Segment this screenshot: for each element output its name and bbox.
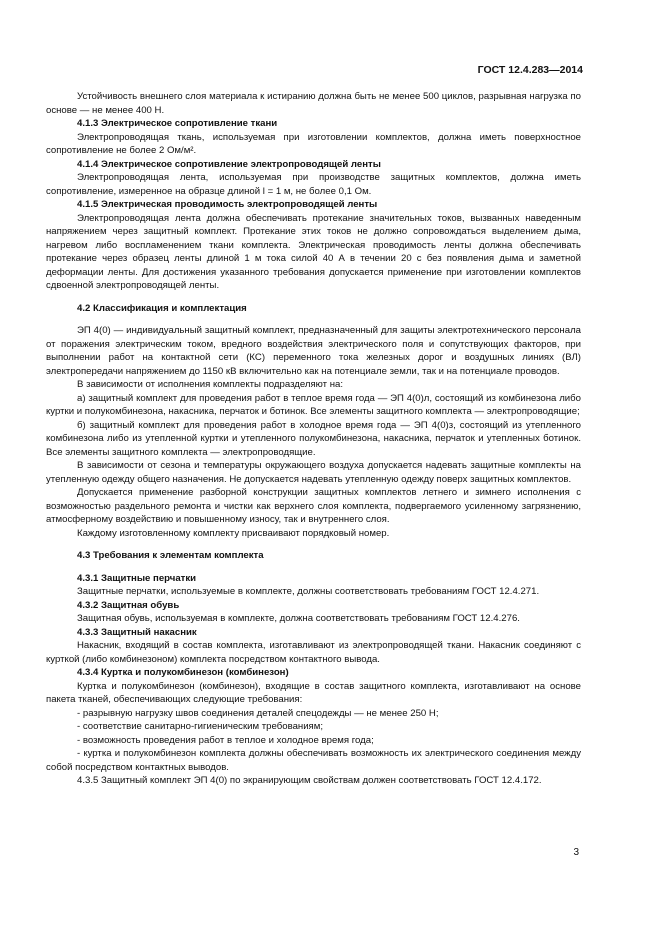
paragraph: В зависимости от сезона и температуры окружающего воздуха допускается надевать защитные комплекты на утепленную одежду общего назначения. Не допускается надевать утепленную одежду поверх защитных комплектов. (46, 460, 581, 485)
paragraph: Электропроводящая ткань, используемая при изготовлении комплектов, должна иметь поверхностное сопротивление не более 2 Ом/м². (46, 131, 581, 156)
paragraph: - соответствие санитарно-гигиеническим требованиям; (77, 721, 324, 732)
section-heading: 4.3.1 Защитные перчатки (77, 572, 197, 584)
paragraph: Защитная обувь, используемая в комплекте, должна соответствовать требованиям ГОСТ 12.4.276. (77, 613, 520, 624)
section-heading: 4.1.5 Электрическая проводимость электропроводящей ленты (77, 199, 378, 210)
paragraph: - разрывную нагрузку швов соединения деталей спецодежды — не менее 250 Н; (77, 707, 439, 719)
section-heading: 4.3.3 Защитный накасник (77, 626, 197, 638)
paragraph: Накасник, входящий в состав комплекта, изготавливают из электропроводящей ткани. Накасник соединяют с курткой (либо комбинезоном) комплекта посредством контактного вывода. (46, 640, 581, 665)
paragraph: Каждому изготовленному комплекту присваивают порядковый номер. (77, 527, 390, 539)
section-heading: 4.1.4 Электрическое сопротивление электропроводящей ленты (77, 158, 381, 170)
paragraph: В зависимости от исполнения комплекты подразделяют на: (77, 379, 344, 390)
document-body (46, 90, 581, 788)
page-number: 3 (573, 847, 579, 858)
section-heading: 4.2 Классификация и комплектация (77, 302, 247, 314)
section-heading: 4.1.3 Электрическое сопротивление ткани (77, 118, 278, 129)
paragraph: б) защитный комплект для проведения работ в холодное время года — ЭП 4(0)з, состоящий из утепленного комбинезона либо из утепленной куртки и утепленного полукомбинезона, накасника, перчаток и утепленных ботинок. Все элементы защитного комплекта — электропроводящие. (46, 419, 581, 458)
section-heading: 4.3 Требования к элементам комплекта (77, 550, 264, 561)
paragraph: - возможность проведения работ в теплое и холодное время года; (77, 734, 374, 746)
paragraph: Электропроводящая лента должна обеспечивать протекание значительных токов, вызванных наведенным напряжением через защитный комплект. Протекание этих токов не должно сопровождаться выделением дыма, нагревом либо воспламенением ткани комплекта. Электрическая проводимость ленты должна обеспечивать протекание через образец ленты длиной 1 м тока силой 40 А в течении 20 с без появления дыма и заметной деформации ленты. Для достижения указанного требования допускается применение при изготовлении комплектов сдвоенной электропроводящей ленты. (46, 212, 581, 291)
section-heading: 4.3.2 Защитная обувь (77, 599, 180, 611)
paragraph: Защитные перчатки, используемые в комплекте, должны соответствовать требованиям ГОСТ 12.4.271. (77, 586, 540, 597)
section-heading: 4.3.4 Куртка и полукомбинезон (комбинезон) (77, 667, 289, 678)
paragraph: Электропроводящая лента, используемая при производстве защитных комплектов, должна иметь сопротивление, измеренное на образце длиной l = 1 м, не более 0,1 Ом. (46, 172, 581, 197)
paragraph: - куртка и полукомбинезон комплекта должны обеспечивать возможность их электрического соединения между собой посредством контактных выводов. (46, 748, 581, 773)
document-header: ГОСТ 12.4.283—2014 (477, 64, 583, 76)
paragraph: Куртка и полукомбинезон (комбинезон), входящие в состав защитного комплекта, изготавливают на основе пакета тканей, обеспечивающих следующие требования: (46, 680, 581, 705)
paragraph: а) защитный комплект для проведения работ в теплое время года — ЭП 4(0)л, состоящий из комбинезона либо куртки и полукомбинезона, накасника, перчаток и ботинок. Все элементы защитного комплекта — электропроводящие; (46, 392, 581, 417)
paragraph: Устойчивость внешнего слоя материала к истиранию должна быть не менее 500 циклов, разрывная нагрузка по основе — не менее 400 Н. (46, 91, 581, 116)
paragraph: Допускается применение разборной конструкции защитных комплектов летнего и зимнего исполнения с возможностью раздельного ремонта и чистки как верхнего слоя комплекта, подвергаемого усиленному загрязнению, атмосферному воздействию и повышенному износу, так и внутреннего слоя. (46, 487, 581, 525)
paragraph: ЭП 4(0) — индивидуальный защитный комплект, предназначенный для защиты электротехнического персонала от поражения электрическим током, вредного воздействия электрического поля и сопутствующих факторов, при выполнении работ на контактной сети (КС) переменного тока железных дорог и воздушных линиях (ВЛ) электропередачи напряжением до 1150 кВ включительно как на потенциале земли, так и на потенциале проводов. (46, 325, 581, 377)
paragraph: 4.3.5 Защитный комплект ЭП 4(0) по экранирующим свойствам должен соответствовать ГОСТ 12.4.172. (77, 775, 542, 786)
